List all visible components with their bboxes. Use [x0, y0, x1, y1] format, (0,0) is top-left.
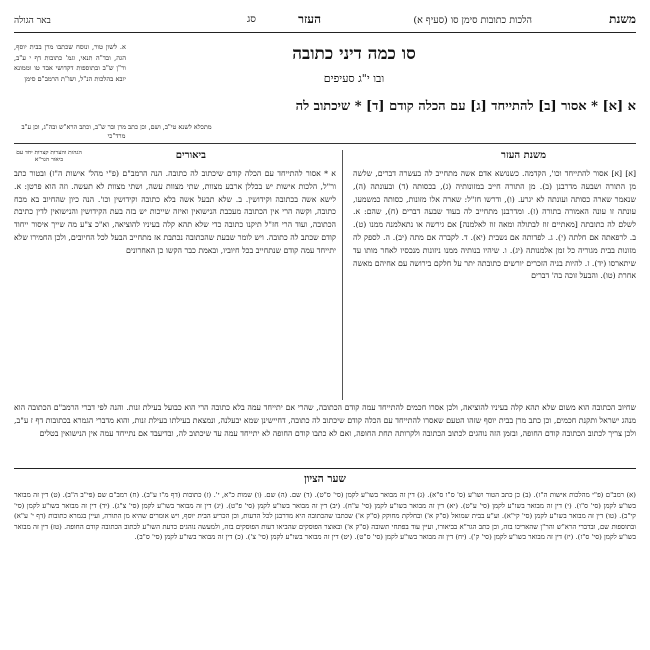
header-halachot: הלכות כתובות סימן סו (סעיף א): [413, 15, 532, 26]
sources-footer: מתכלא לשנא טי"ב, ושם, וכן כתב מרן ובר ש"ב, וכתב הרא"ש ובה"ג, וכן ע"ב מרד"כי: [21, 123, 212, 140]
side-note: הגהות והערות קצרות יחד עם ביאור הגר"א: [16, 150, 82, 163]
biurim-column: א * אסור להתייחד עם הכלה קודם שיכתוב לה כתובה. הנה הרמב"ם (פ"י מהל' אישות ה"ז) ובטור כתב ור"ל, הלכות אישות יש בכללן ארבע מצוות, שתי מצוות עשה, ושתי מצוות לא תעשה. וזה הוא פרטן: א. לישא אשה בכתובה וקידושין. ב. שלא תבעל אשה בלא כתובה וקידושין וכו'. הנה כיון שהחיוב בא מכח כתובה, וקשה הרי אין הכתובה מעכבת הנישואין ואיזה שייכות יש בזה בעת הקידושין והנישואין לדין כתיבת הכתובה, ועוד הרי חז"ל תיקנו כתובה כדי שלא תהא קלה בעיניו להוציאה, וא"כ צ"ע מה שייך איסור ייחוד קודם שכתב לה כתובה. ויש לומר שבעת שהכתובה נכתבת אז מתחייב הבעל לכל החיובים, ולכן החמירו שלא יתייחד עמה קודם שנתחייב בכל חיוביו, ובאמת כבר הקשו כן האחרונים: [14, 169, 336, 255]
column-divider: [342, 150, 343, 400]
divider: [14, 468, 636, 469]
siman-title: סו כמה דיני כתובה: [292, 44, 416, 64]
header-folio: סג: [247, 14, 256, 25]
full-width-paragraph: שחיוב הכתובה הוא משום שלא תהא קלה בעיניו להוציאה, ולכן אסרו חכמים להתייחד עמה קודם הכתובה, שהרי אם יתייחד עמה בלא כתובה הרי הוא כבועל בעילת זנות. והנה לפי דברי הרמב"ם הכתובה הוא מנהג ישראל ותקנת חכמים, וכן כתב מרן בבית יוסף שזהו הטעם שאסרו להתייחד עם הכלה קודם שיכתוב לה כתובה, דחיישינן שמא יבעלנה, ונמצאת בעילתו בעילת זנות, והוא מדברי הגמרא בכתובות דף ז ע"ב, ולכן צריך לכתוב הכתובה קודם החופה, ובזמן הזה נוהגים לכתוב הכתובה ולקרותה תחת החופה, ואם לא כתבו קודם החופה לא יתייחד עמה עד שיכתוב לה, ובדיעבד אם נתייחד עמה אין הנישואין בטלים: [14, 403, 636, 438]
sources-box: [14, 42, 126, 84]
header-baer-hagolah: באר הגולה: [14, 16, 51, 26]
shaar-hatziyun-heading: שער הציון: [304, 473, 346, 485]
header-book: משנת: [609, 12, 636, 26]
page: [14, 10, 636, 642]
header-volume: העזר: [298, 12, 321, 26]
running-header: [14, 10, 636, 33]
sources-text: א. לשון טור, ונוסח שכתבו מרן בבית יוסף, הגה, ובד"ה תנאי, וגמ' כתובות דף י ע"ב, ור"ן ש"ב ובתוספות דקדושי אבד טו וממונא יובא בהלכות הנ"ל, ושו"ת הרמב"ם סימן: [14, 43, 126, 83]
divider: [14, 143, 636, 144]
biurim-heading: ביאורים: [175, 150, 206, 161]
main-shulchan-aruch-text: א [א] * אסור [ב] להתייחד [ג] עם הכלה קודם [ד] * שיכתוב לה: [295, 99, 636, 114]
shaar-hatziyun-text: (א) רמב"ם (פ"י מהלכות אישות ה"ז). (ב) כן כתב הטור ושו"ע (ס' ס"ו ס"א). (ג) דין זה מבואר בשו"ע לקמן (סי' ס"ט). (ד) שם. (ה) שם. (ו) שמות כ"א, י'. (ז) כתובות (דף מ"ז ע"ב). (ח) רמב"ם שם (פי"ב ה"ב). (ט) דין זה מבואר בשו"ע לקמן (סי' ס"ו). (י) דין זה מבואר בשו"ע לקמן (סי' ע"ט). (יא) דין זה מבואר בשו"ע לקמן (סי' ע"ח). (יב) דין זה מבואר בשו"ע לקמן (סי' פ"ט). (יג) דין זה מבואר בשו"ע לקמן (סי' צ"ג). (יד) דין זה מבואר בשו"ע לקמן (סי' קי"ב). (טו) דין זה מבואר בשו"ע לקמן (סי' קי"א). וע"ע בבית שמואל (ס"ק א') ובחלקת מחוקק (ס"ק א') שכתבו שהכתובה היא מדרבנן לכל הדעות, וכן הכריע הבית יוסף, ויש אומרים שהיא מן התורה, ועיין בגמרא כתובות (דף י' ע"א) ובתוספות שם, ובדברי הרא"ש והר"ן שהאריכו בזה, וכן כתב הגר"א בביאורו, ועיין עוד בפתחי תשובה (ס"ק א') ובאוצר הפוסקים שהביאו דעות הפוסקים בזה, ולמעשה נוהגים כדעת השו"ע לכתוב הכתובה קודם החופה. (טז) דין זה מבואר בשו"ע לקמן (סי' ס"ז). (יז) דין זה מבואר בשו"ע לקמן (סי' ק'). (יח) דין זה מבואר בשו"ע לקמן (סי' ס"ט). (יט) דין זה מבואר בשו"ע לקמן (סי' צ'). (כ) דין זה מבואר בשו"ע לקמן (סי' ס"ב).: [14, 491, 636, 542]
siman-subtitle: ובו י"ג סעיפים: [323, 72, 385, 85]
mishnat-haezer-heading: משנת העזר: [501, 150, 546, 161]
mishnat-haezer-column: [א] [א] אסור להתייחד וכו', הקדמה. כשנושא אדם אשה מתחייב לה בעשרה דברים, שלשה מן התורה ושבעה מדרבנן (ב). מן התורה חייב במזונותיה (ג), בכסותה (ד) ובעונתה (ה), שנאמר שארה כסותה ועונתה לא יגרע. (ו), ודרשו חז"ל: שארה אלו מזונות, כסותה כמשמעו, עונתה זו עונה האמורה בתורה (ז). ומדרבנן מתחייב לה בעוד שבעה דברים (ח), שהם: א. לשלם לה כתובתה [מאתיים זוז לבתולה ומאה זוז לאלמנה] אם גירשה או נתאלמנה ממנו (ט). ב. לרפאתה אם חלתה (י). ג. לפדותה אם נשבית (יא). ד. לקברה אם מתה (יב). ה. לספק לה מזונות בבית מגוריה כל זמן אלמנותה (יג). ו. שיהיו בנותיה ממנו ניזונות מנכסיו לאחר מותו עד שיתארסו (יד). ז. להיות בניה הזכרים יורשים כתובתה יתר על חלקם בירושה עם אחיהם מאשה אחרת (טו). והבעל זוכה בה' דברים: [353, 169, 636, 281]
